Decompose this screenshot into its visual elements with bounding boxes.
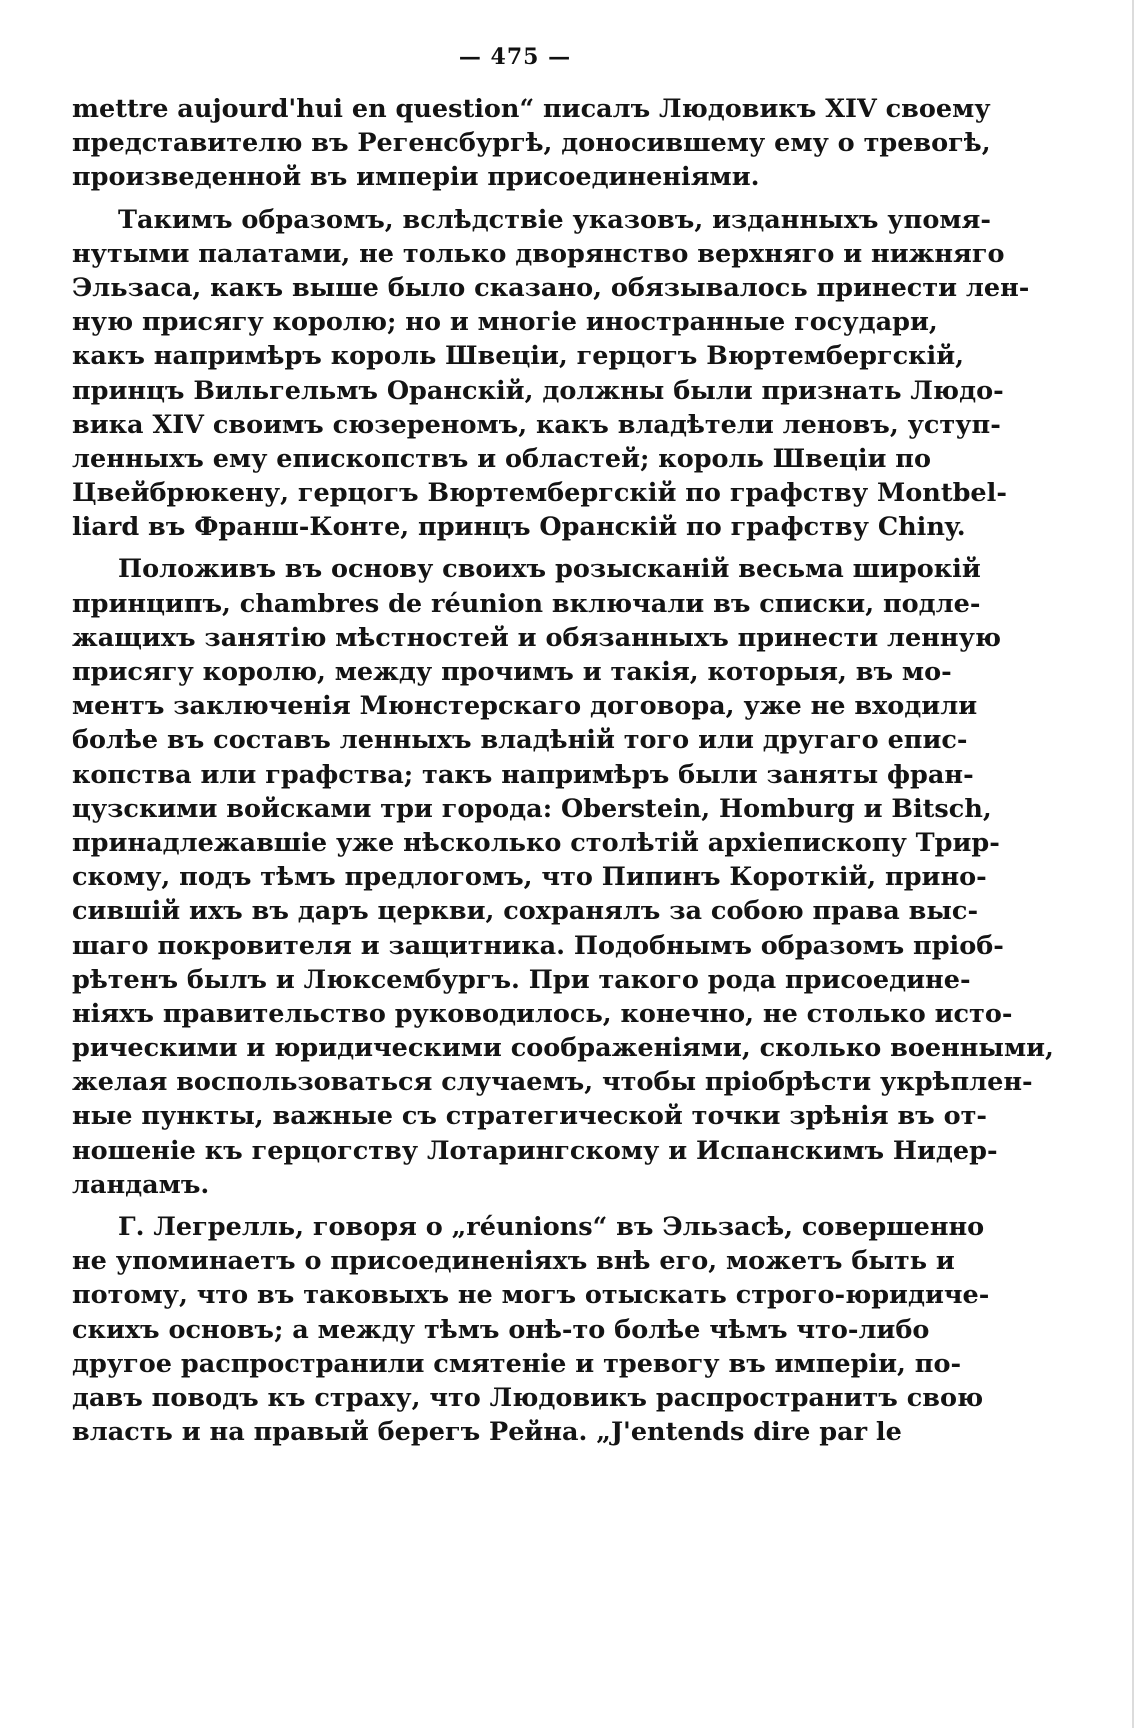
text-line: скому, подъ тѣмъ предлогомъ, что Пипинъ Короткій, прино- [72,862,987,893]
text-line: Эльзаса, какъ выше было сказано, обязывалось принести лен- [72,272,1030,303]
text-line: жащихъ занятію мѣстностей и обязанныхъ принести ленную [72,622,1002,653]
text-line: рѣтенъ былъ и Люксембургъ. При такого рода присоедине- [72,964,971,995]
text-line: принадлежавшіе уже нѣсколько столѣтій архіепископу Трир- [72,827,1000,858]
text-line: власть и на правый берегъ Рейна. „J'entends dire par le [72,1417,902,1448]
text-line: ные пункты, важные съ стратегической точки зрѣнія въ от- [72,1101,987,1132]
text-line: вика XIV своимъ сюзереномъ, какъ владѣтели леновъ, уступ- [72,409,1001,440]
text-line: не упоминаетъ о присоединеніяхъ внѣ его, можетъ быть и [72,1246,955,1277]
text-line: Цвейбрюкену, герцогъ Вюртембергскій по графству Montbel- [72,478,1007,509]
text-line: копства или графства; такъ напримѣръ были заняты фран- [72,759,974,790]
text-line: присягу королю, между прочимъ и такія, которыя, въ мо- [72,657,952,687]
text-line: шаго покровителя и защитника. Подобнымъ образомъ пріоб- [72,930,1004,961]
text-line: другое распространили смятеніе и тревогу въ имперіи, по- [72,1348,962,1379]
text-line: болѣе въ составъ ленныхъ владѣній того или другаго епис- [72,725,968,756]
text-line: рическими и юридическими соображеніями, сколько военными, [72,1033,1054,1064]
text-line: сившій ихъ въ даръ церкви, сохранялъ за собою права выс- [72,896,979,927]
page-edge-divider [1132,0,1134,1728]
text-line: liard въ Франш-Конте, принцъ Оранскій по графству Chiny. [72,512,966,543]
text-line: произведенной въ имперіи присоединеніями. [72,162,760,193]
paragraph-1 [72,92,991,195]
text-line: какъ напримѣръ король Швеціи, герцогъ Вюртембергскій, [72,341,965,372]
text-line: ландамъ. [72,1169,210,1200]
text-line: Г. Легрелль, говоря о „réunions“ въ Эльзасѣ, совершенно [118,1212,985,1242]
text-line: ментъ заключенія Мюнстерскаго договора, уже не входили [72,691,978,722]
text-line: давъ поводъ къ страху, что Людовикъ распространитъ свою [72,1382,984,1413]
text-line: желая воспользоваться случаемъ, чтобы пріобрѣсти укрѣплен- [72,1067,1033,1098]
text-line: представителю въ Регенсбургѣ, доносившему ему о тревогѣ, [72,128,991,159]
text-line: ленныхъ ему епископствъ и областей; король Швеціи по [72,443,931,474]
page-number: — 475 — [458,44,572,70]
text-line: принципъ, chambres de réunion включали въ списки, подле- [72,588,981,619]
paragraph-3 [72,552,1054,1202]
text-line: mettre aujourd'hui en question“ писалъ Людовикъ XIV своему [72,94,991,124]
body-text [72,92,1054,1449]
text-line: Положивъ въ основу своихъ розысканій весьма широкій [118,554,981,585]
text-line: Такимъ образомъ, вслѣдствіе указовъ, изданныхъ упомя- [118,204,991,235]
text-line: нутыми палатами, не только дворянство верхняго и нижняго [72,238,1005,269]
text-line: ную присягу королю; но и многіе иностранные государи, [72,307,938,338]
text-line: принцъ Вильгельмъ Оранскій, должны были признать Людо- [72,375,1004,406]
text-line: ношеніе къ герцогству Лотарингскому и Испанскимъ Нидер- [72,1135,998,1166]
text-line: потому, что въ таковыхъ не могъ отыскать строго-юридиче- [72,1280,990,1311]
text-line: ніяхъ правительство руководилось, конечно, не столько исто- [72,998,1013,1029]
text-line: скихъ основъ; а между тѣмъ онѣ-то болѣе чѣмъ что-либо [72,1314,930,1345]
paragraph-4 [72,1210,990,1449]
text-line: цузскими войсками три города: Oberstein, Homburg и Bitsch, [72,793,992,824]
paragraph-2 [72,203,1030,545]
